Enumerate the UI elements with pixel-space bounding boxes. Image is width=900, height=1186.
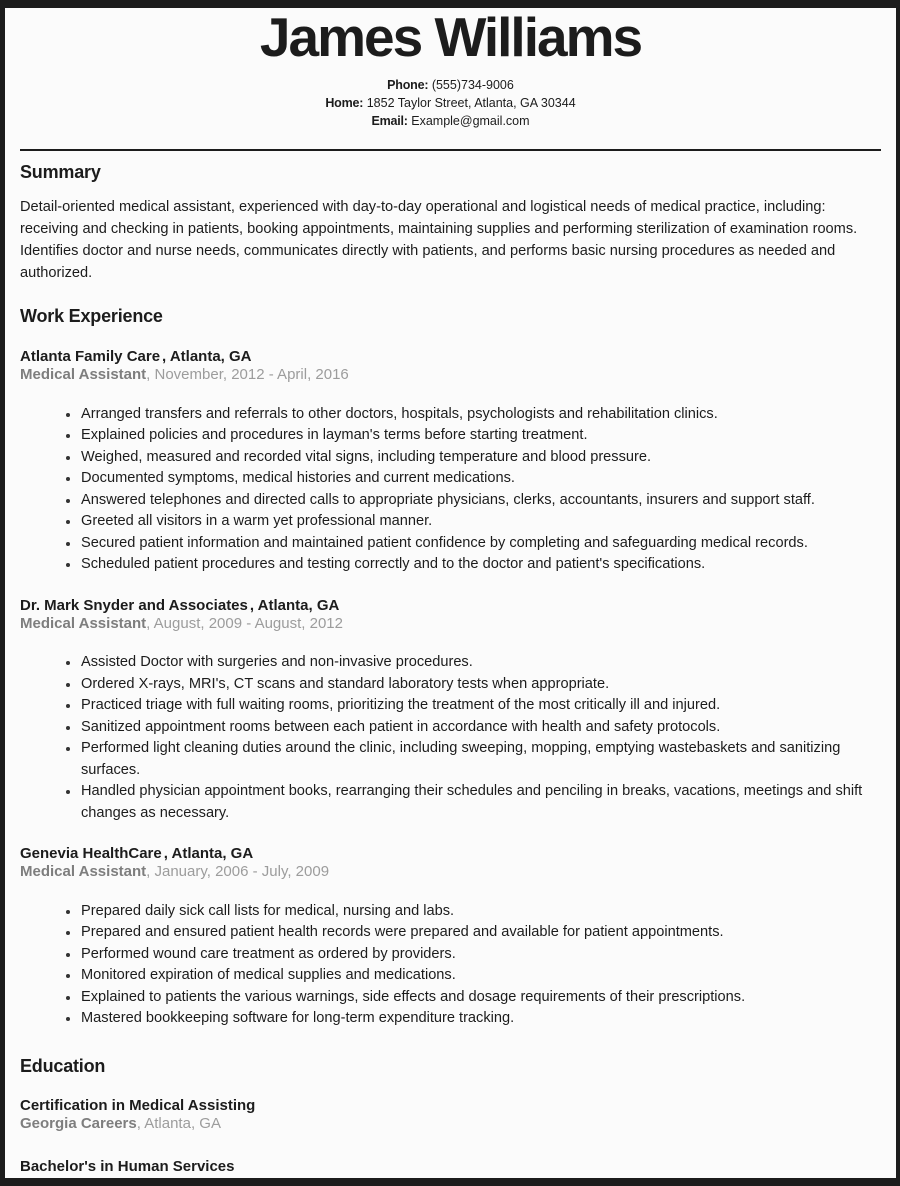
education-entry-bachelors	[20, 1158, 881, 1186]
contact-line-email	[20, 112, 881, 130]
education-school: Georgia Careers	[20, 1115, 137, 1133]
contact-value-phone: (555)734-9006	[431, 78, 514, 93]
job-subtitle	[20, 863, 881, 882]
bullet-item: • Prepared and ensured patient health records were prepared and available for patient appointments.	[80, 922, 881, 944]
job-dates: , November, 2012 - April, 2016	[146, 366, 349, 384]
education-location: , Atlanta, GA	[136, 1115, 221, 1133]
contact-label-email: Email:	[371, 114, 408, 129]
bullet-item: • Arranged transfers and referrals to other doctors, hospitals, psychologists and rehabilitation clinics.	[80, 404, 881, 426]
contact-block	[20, 76, 881, 130]
bullet-item: • Documented symptoms, medical histories and current medications.	[80, 468, 881, 490]
contact-value-email: Example@gmail.com	[411, 114, 530, 129]
education-degree: Bachelor's in Human Services	[20, 1157, 235, 1175]
job-company: Dr. Mark Snyder and Associates	[20, 596, 248, 614]
job-role: Medical Assistant	[20, 614, 147, 632]
bullet-item: • Handled physician appointment books, rearranging their schedules and penciling in breaks, vacations, meetings and shift changes as necessary.	[80, 781, 881, 824]
job-dates: , January, 2006 - July, 2009	[146, 863, 330, 881]
job-role: Medical Assistant	[20, 366, 147, 384]
bullet-item: • Monitored expiration of medical supplies and medications.	[80, 965, 881, 987]
bullet-item: • Greeted all visitors in a warm yet professional manner.	[80, 511, 881, 533]
section-heading-summary: Summary	[20, 162, 101, 183]
job-company-line	[20, 597, 881, 615]
education-degree: Certification in Medical Assisting	[20, 1096, 256, 1114]
job-company: Atlanta Family Care	[20, 348, 161, 366]
job-subtitle	[20, 366, 881, 385]
bullet-item: • Prepared daily sick call lists for medical, nursing and labs.	[80, 901, 881, 923]
education-school-line	[20, 1115, 881, 1134]
job-company: Genevia HealthCare	[20, 845, 162, 863]
job-location: , Atlanta, GA	[249, 596, 340, 614]
education-entry-certification	[20, 1097, 881, 1134]
page-title: James Williams	[259, 6, 642, 68]
header-divider	[20, 149, 881, 151]
education-school-line	[20, 1176, 881, 1186]
job-company-line	[20, 845, 881, 863]
bullet-item: • Scheduled patient procedures and testing correctly and to the doctor and patient's specifications.	[80, 554, 881, 576]
section-heading-work-experience: Work Experience	[20, 306, 163, 327]
bullet-item: • Assisted Doctor with surgeries and non-invasive procedures.	[80, 652, 881, 674]
bullet-item: • Secured patient information and maintained patient confidence by completing and safeguarding medical records.	[80, 533, 881, 555]
job-entry-mark-snyder-associates	[20, 597, 881, 825]
job-dates: , August, 2009 - August, 2012	[146, 614, 343, 632]
education-school: Walden University	[20, 1176, 150, 1186]
bullet-item: • Performed light cleaning duties around the clinic, including sweeping, mopping, emptying wastebaskets and sanitizing surfaces.	[80, 738, 881, 781]
bullet-item: • Weighed, measured and recorded vital signs, including temperature and blood pressure.	[80, 447, 881, 469]
contact-label-home: Home:	[325, 96, 364, 111]
bullet-item: • Performed wound care treatment as ordered by providers.	[80, 944, 881, 966]
bullet-item: • Sanitized appointment rooms between each patient in accordance with health and safety protocols.	[80, 717, 881, 739]
job-bullet-list	[20, 404, 881, 576]
job-subtitle	[20, 615, 881, 634]
job-entry-genevia-healthcare	[20, 845, 881, 1030]
summary-text: Detail-oriented medical assistant, experienced with day-to-day operational and logistical needs of medical practice, including: receiving and checking in patients, booking appointments, maintaining supplies and performing sterilization of examination rooms. Identifies doctor and nurse needs, communicates directly with patients, and performs basic nursing procedures as needed and authorized.	[20, 199, 858, 281]
bullet-item: • Practiced triage with full waiting rooms, prioritizing the treatment of the most critically ill and injured.	[80, 695, 881, 717]
contact-value-home: 1852 Taylor Street, Atlanta, GA 30344	[366, 96, 576, 111]
contact-label-phone: Phone:	[387, 78, 429, 93]
contact-line-phone	[20, 76, 881, 94]
job-company-line	[20, 348, 881, 366]
bullet-item: • Ordered X-rays, MRI's, CT scans and standard laboratory tests when appropriate.	[80, 674, 881, 696]
section-heading-education: Education	[20, 1055, 106, 1076]
job-role: Medical Assistant	[20, 863, 147, 881]
bullet-item: • Answered telephones and directed calls to appropriate physicians, clerks, accountants, insurers and support staff.	[80, 490, 881, 512]
bullet-item: • Explained to patients the various warnings, side effects and dosage requirements of their prescriptions.	[80, 987, 881, 1009]
contact-line-home	[20, 94, 881, 112]
bullet-item: • Explained policies and procedures in layman's terms before starting treatment.	[80, 425, 881, 447]
bullet-item: • Mastered bookkeeping software for long-term expenditure tracking.	[80, 1008, 881, 1030]
job-location: , Atlanta, GA	[163, 845, 254, 863]
job-entry-atlanta-family-care	[20, 348, 881, 576]
job-bullet-list	[20, 652, 881, 824]
job-bullet-list	[20, 901, 881, 1030]
job-location: , Atlanta, GA	[162, 348, 252, 366]
